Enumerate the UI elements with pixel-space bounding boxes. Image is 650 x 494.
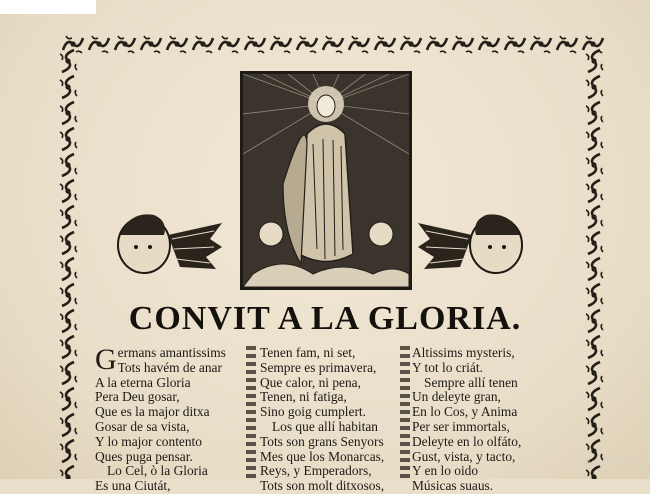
verse-line: Per ser immortals,: [412, 418, 510, 434]
verse-line: Sino goig cumplert.: [260, 404, 367, 420]
winged-cherub-left-icon: [110, 205, 222, 287]
verse-line: Tenen fam, ni set,: [260, 345, 356, 360]
verse-line: Sempre es primavera,: [260, 359, 377, 375]
verse-line: Deleyte en lo olfáto,: [412, 433, 522, 449]
verse-line: Tots havém de anar: [117, 359, 222, 375]
ornament-border-left-icon: [56, 48, 82, 479]
page-title: CONVIT A LA GLORIA.: [128, 300, 522, 337]
verse-line: A la eterna Gloria: [95, 374, 191, 390]
verse-line: Gust, vista, y tacto,: [412, 448, 516, 464]
verse-line: Lo Cel, ò la Gloria: [107, 463, 208, 479]
verse-line: Tots son grans Senyors: [260, 433, 384, 449]
verse-line: Y en lo oido: [412, 463, 479, 479]
winged-cherub-right-icon: [418, 205, 530, 287]
verse-line: Altissims mysteris,: [412, 345, 515, 360]
verse-line: Ques puga pensar.: [95, 448, 193, 464]
verse-line: Y lo major contento: [95, 433, 202, 449]
verse-line: Un deleyte gran,: [412, 389, 501, 405]
verse-line: Y tot lo criát.: [412, 359, 483, 375]
verse-column-1: [95, 343, 226, 494]
verse-line: ermans amantissims: [117, 345, 226, 360]
verse-line: Los que allí habitan: [272, 418, 378, 434]
verse-line: Sempre allí tenen: [424, 374, 518, 390]
verse-line: Mes que los Monarcas,: [260, 448, 385, 464]
ornament-border-top-icon: [60, 32, 606, 56]
ornament-border-right-icon: [582, 48, 608, 479]
verse-line: Que calor, ni pena,: [260, 374, 361, 390]
column-divider-ornament-icon: [400, 346, 410, 479]
verse-line: Tenen, ni fatiga,: [260, 389, 347, 405]
verse-line: Gosar de sa vista,: [95, 418, 190, 434]
verse-line: Pera Deu gosar,: [95, 389, 180, 405]
verse-line: Que es la major ditxa: [95, 404, 210, 420]
torn-corner: [0, 0, 96, 14]
virgin-immaculate-woodcut-icon: [240, 71, 412, 290]
drop-cap: G: [95, 343, 117, 376]
verse-line: En lo Cos, y Anima: [412, 404, 518, 420]
column-divider-ornament-icon: [246, 346, 256, 479]
verse-line: Reys, y Emperadors,: [260, 463, 372, 479]
verse-column-2: [260, 346, 384, 494]
verse-line: Es una Ciutát,: [95, 478, 171, 494]
verse-column-3: [412, 346, 521, 494]
verse-line: Músicas suaus.: [412, 478, 494, 494]
watermark: © Antoni Prat: [575, 458, 635, 469]
verse-line: Tots son molt ditxosos,: [260, 478, 385, 494]
